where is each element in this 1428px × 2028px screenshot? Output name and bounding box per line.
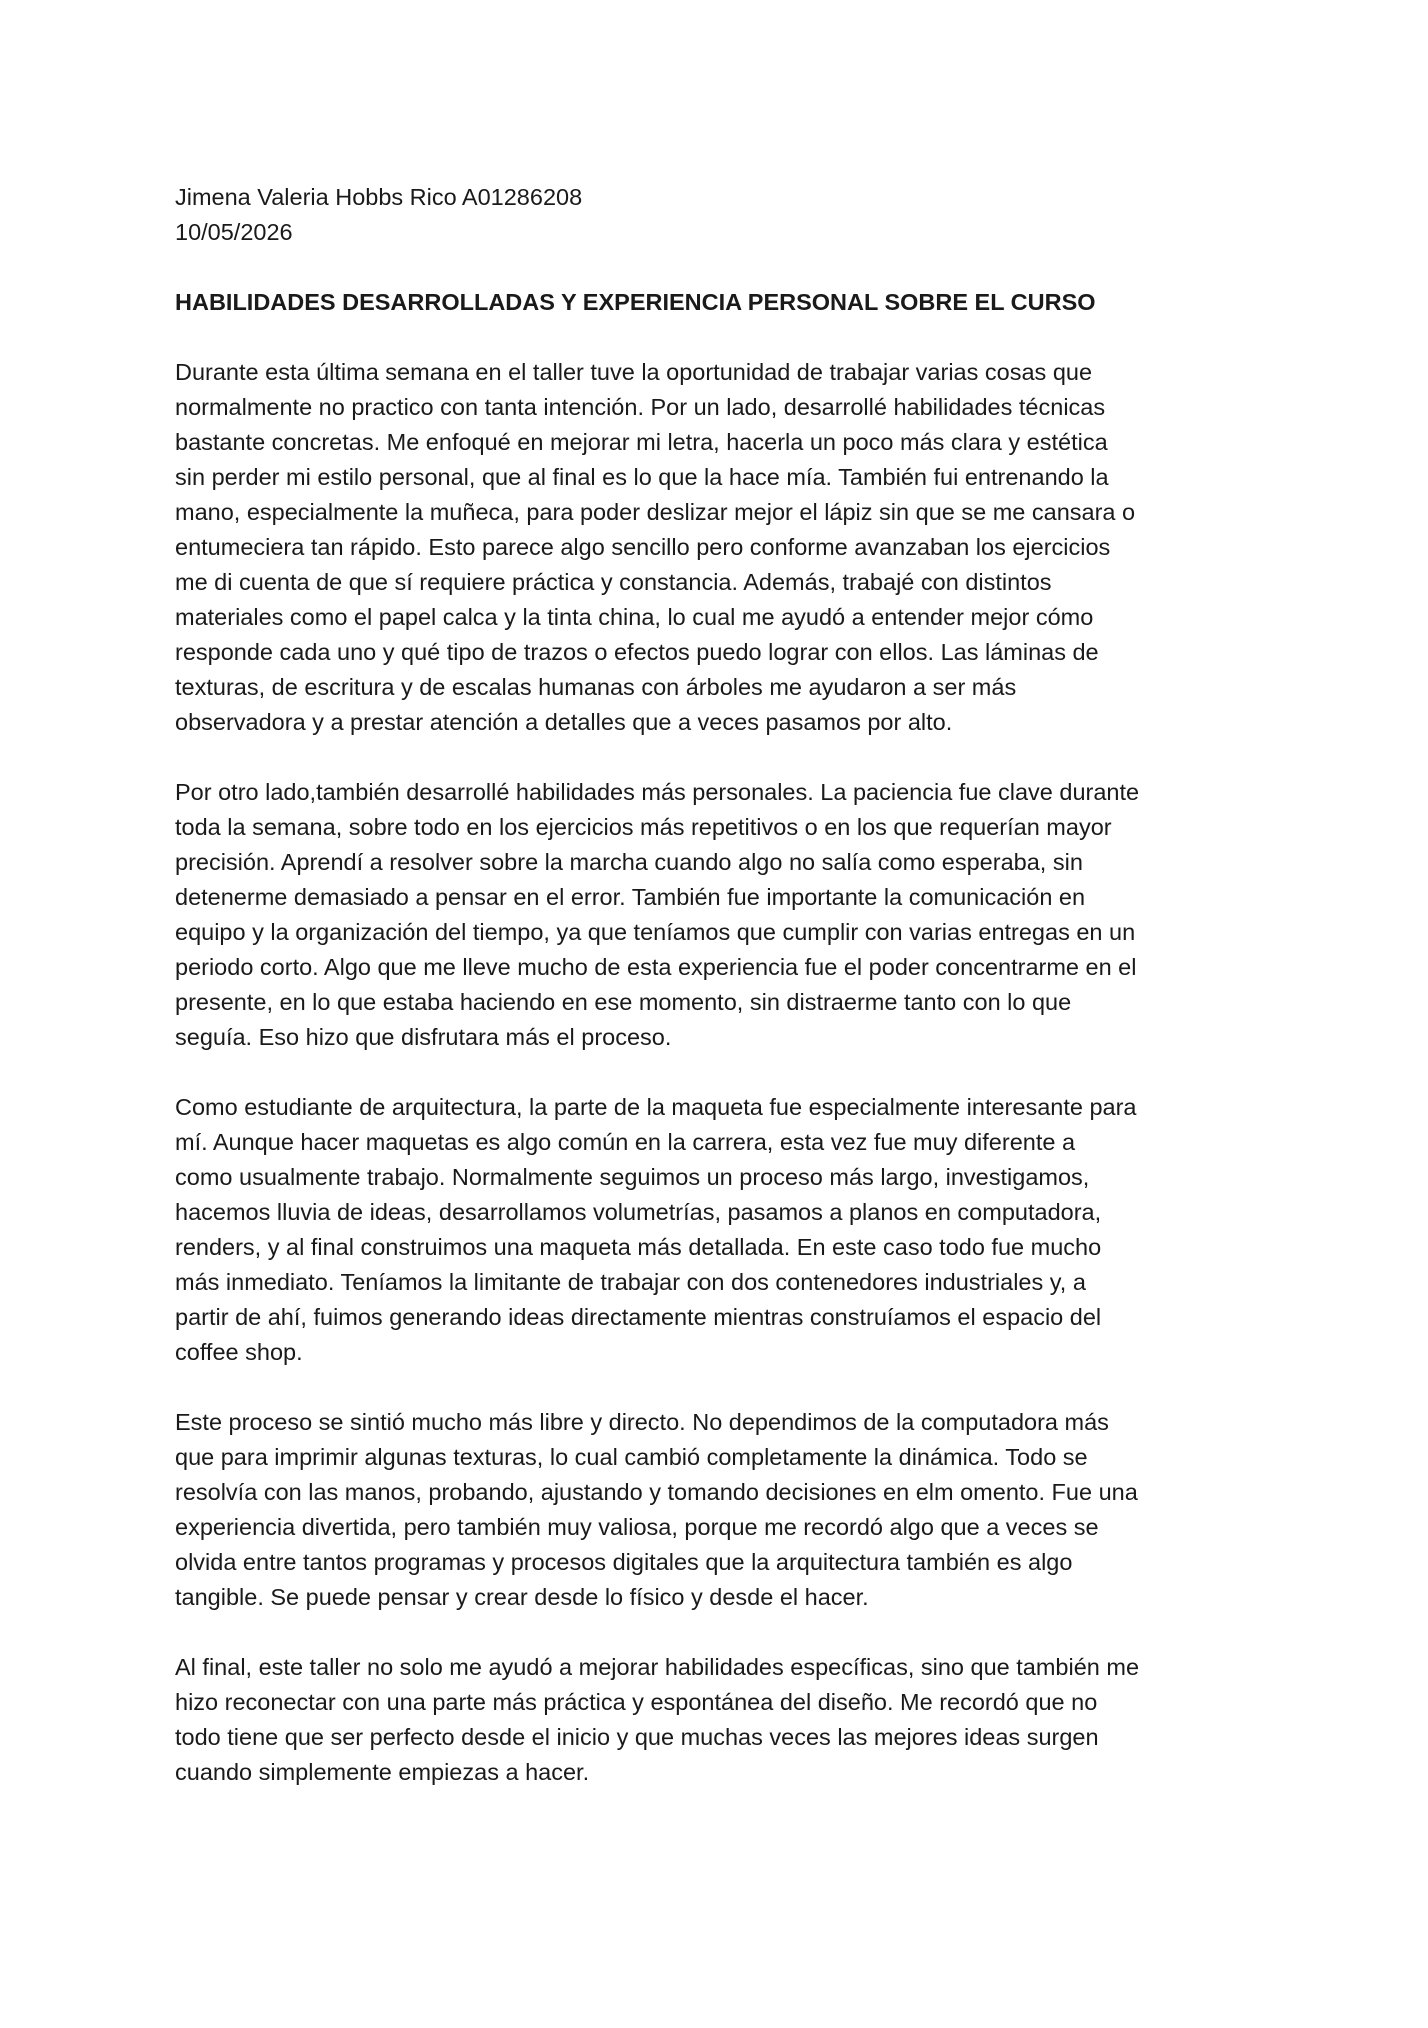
body-paragraph bbox=[175, 1405, 1260, 1615]
paragraph-line: observadora y a prestar atención a detalles que a veces pasamos por alto. bbox=[175, 709, 953, 735]
body-paragraph bbox=[175, 355, 1260, 740]
paragraph-line: sin perder mi estilo personal, que al final es lo que la hace mía. También fui entrenando la bbox=[175, 464, 1109, 490]
paragraph-line: resolvía con las manos, probando, ajustando y tomando decisiones en elm omento. Fue una bbox=[175, 1479, 1138, 1505]
paragraph-line: Por otro lado,también desarrollé habilidades más personales. La paciencia fue clave durante bbox=[175, 779, 1140, 805]
paragraph-line: olvida entre tantos programas y procesos digitales que la arquitectura también es algo bbox=[175, 1549, 1073, 1575]
paragraph-line: responde cada uno y qué tipo de trazos o efectos puedo lograr con ellos. Las láminas de bbox=[175, 639, 1099, 665]
paragraph-line: Al final, este taller no solo me ayudó a mejorar habilidades específicas, sino que también me bbox=[175, 1654, 1140, 1680]
paragraph-line: hacemos lluvia de ideas, desarrollamos volumetrías, pasamos a planos en computadora, bbox=[175, 1199, 1102, 1225]
paragraph-line: renders, y al final construimos una maqueta más detallada. En este caso todo fue mucho bbox=[175, 1234, 1102, 1260]
paragraph-line: materiales como el papel calca y la tinta china, lo cual me ayudó a entender mejor cómo bbox=[175, 604, 1094, 630]
paragraph-line: tangible. Se puede pensar y crear desde lo físico y desde el hacer. bbox=[175, 1584, 869, 1610]
paragraph-line: coffee shop. bbox=[175, 1339, 303, 1365]
paragraph-line: precisión. Aprendí a resolver sobre la marcha cuando algo no salía como esperaba, sin bbox=[175, 849, 1083, 875]
paragraph-line: Este proceso se sintió mucho más libre y directo. No dependimos de la computadora más bbox=[175, 1409, 1109, 1435]
paragraph-line: como usualmente trabajo. Normalmente seguimos un proceso más largo, investigamos, bbox=[175, 1164, 1090, 1190]
document-title: HABILIDADES DESARROLLADAS Y EXPERIENCIA PERSONAL SOBRE EL CURSO bbox=[175, 289, 1096, 315]
paragraph-line: Como estudiante de arquitectura, la parte de la maqueta fue especialmente interesante para bbox=[175, 1094, 1137, 1120]
paragraph-line: que para imprimir algunas texturas, lo cual cambió completamente la dinámica. Todo se bbox=[175, 1444, 1088, 1470]
paragraph-line: presente, en lo que estaba haciendo en ese momento, sin distraerme tanto con lo que bbox=[175, 989, 1072, 1015]
paragraph-line: texturas, de escritura y de escalas humanas con árboles me ayudaron a ser más bbox=[175, 674, 1017, 700]
paragraph-line: partir de ahí, fuimos generando ideas directamente mientras construíamos el espacio del bbox=[175, 1304, 1102, 1330]
paragraph-line: más inmediato. Teníamos la limitante de trabajar con dos contenedores industriales y, a bbox=[175, 1269, 1086, 1295]
paragraph-line: mí. Aunque hacer maquetas es algo común en la carrera, esta vez fue muy diferente a bbox=[175, 1129, 1076, 1155]
paragraph-line: normalmente no practico con tanta intención. Por un lado, desarrollé habilidades técnicas bbox=[175, 394, 1106, 420]
document-body bbox=[175, 355, 1260, 1790]
paragraph-line: Durante esta última semana en el taller tuve la oportunidad de trabajar varias cosas que bbox=[175, 359, 1093, 385]
body-paragraph bbox=[175, 775, 1260, 1055]
paragraph-line: hizo reconectar con una parte más práctica y espontánea del diseño. Me recordó que no bbox=[175, 1689, 1098, 1715]
paragraph-line: periodo corto. Algo que me lleve mucho de esta experiencia fue el poder concentrarme en el bbox=[175, 954, 1137, 980]
document-page bbox=[175, 180, 1260, 1790]
paragraph-line: bastante concretas. Me enfoqué en mejorar mi letra, hacerla un poco más clara y estética bbox=[175, 429, 1108, 455]
paragraph-line: entumeciera tan rápido. Esto parece algo sencillo pero conforme avanzaban los ejercicios bbox=[175, 534, 1111, 560]
paragraph-line: me di cuenta de que sí requiere práctica y constancia. Además, trabajé con distintos bbox=[175, 569, 1052, 595]
paragraph-line: cuando simplemente empiezas a hacer. bbox=[175, 1759, 590, 1785]
body-paragraph bbox=[175, 1090, 1260, 1370]
author-line: Jimena Valeria Hobbs Rico A01286208 bbox=[175, 184, 583, 210]
body-paragraph bbox=[175, 1650, 1260, 1790]
paragraph-line: mano, especialmente la muñeca, para poder deslizar mejor el lápiz sin que se me cansara o bbox=[175, 499, 1136, 525]
paragraph-line: todo tiene que ser perfecto desde el inicio y que muchas veces las mejores ideas surgen bbox=[175, 1724, 1099, 1750]
paragraph-line: toda la semana, sobre todo en los ejercicios más repetitivos o en los que requerían mayor bbox=[175, 814, 1112, 840]
paragraph-line: seguía. Eso hizo que disfrutara más el proceso. bbox=[175, 1024, 672, 1050]
paragraph-line: experiencia divertida, pero también muy valiosa, porque me recordó algo que a veces se bbox=[175, 1514, 1099, 1540]
paragraph-line: equipo y la organización del tiempo, ya que teníamos que cumplir con varias entregas en un bbox=[175, 919, 1136, 945]
date-line: 10/05/2026 bbox=[175, 219, 293, 245]
paragraph-line: detenerme demasiado a pensar en el error. También fue importante la comunicación en bbox=[175, 884, 1086, 910]
